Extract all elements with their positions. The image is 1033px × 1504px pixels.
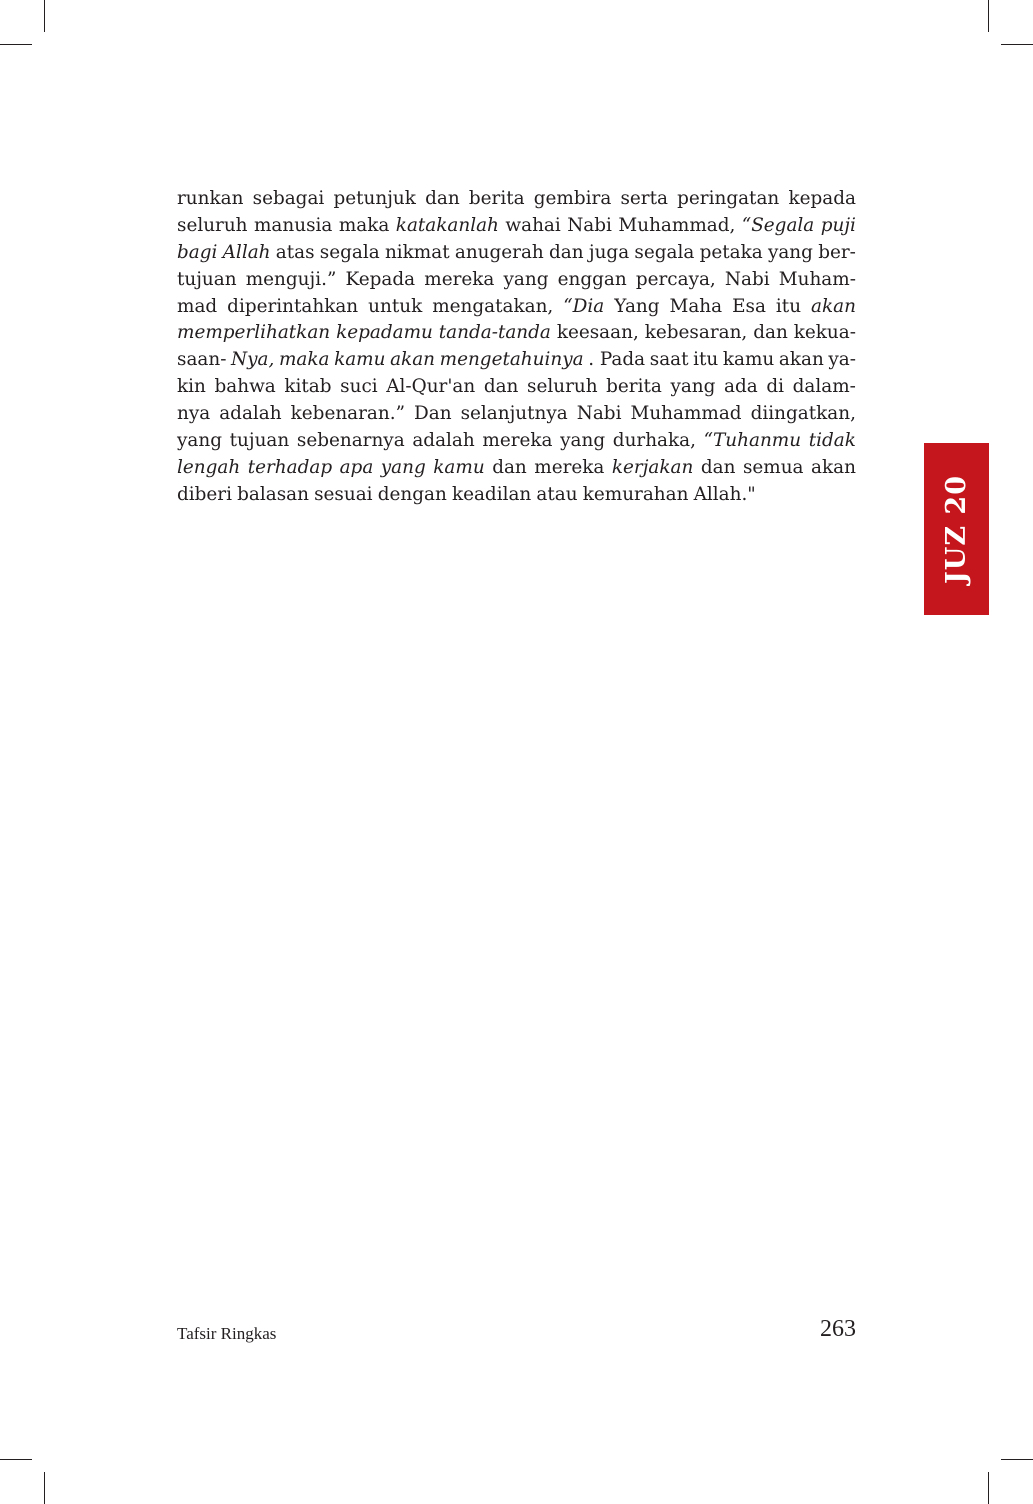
text-word: Muhammad,: [618, 214, 736, 236]
text-word: akan: [811, 456, 856, 478]
text-word: memperlihatkan: [177, 322, 331, 344]
text-word: dan: [425, 188, 460, 209]
text-word: sebenarnya: [296, 430, 405, 452]
text-line: [177, 267, 856, 294]
text-word: tidak: [808, 430, 856, 452]
crop-mark-top-right-horizontal: [1001, 44, 1033, 45]
text-word: menguji.”: [245, 268, 337, 290]
text-word: selanjutnya: [460, 403, 568, 425]
text-word: keesaan,: [556, 322, 639, 344]
text-word: yang: [177, 430, 222, 452]
text-word: apa: [339, 456, 374, 478]
text-line: [177, 482, 856, 509]
text-word: saan-: [177, 349, 227, 371]
text-word: bahwa: [214, 376, 276, 398]
text-word: percaya,: [635, 268, 716, 290]
text-word: balasan: [237, 483, 309, 505]
text-word: Nabi: [724, 268, 770, 290]
text-word: akan: [778, 349, 824, 371]
text-word: diperintahkan: [227, 295, 359, 317]
text-word: “Segala: [741, 214, 815, 236]
text-word: petaka: [699, 241, 763, 263]
text-word: segala: [319, 241, 380, 263]
text-word: “Dia: [563, 295, 605, 317]
crop-mark-top-left-vertical: [44, 0, 45, 32]
text-word: anugerah: [454, 241, 544, 263]
text-word: tujuan: [229, 430, 290, 452]
text-line: [177, 186, 856, 213]
text-word: gembira: [533, 188, 612, 209]
text-word: diingatkan,: [750, 403, 856, 425]
text-word: maka: [278, 349, 330, 371]
text-word: Allah: [222, 241, 271, 263]
text-word: semua: [742, 456, 804, 478]
text-line: [177, 374, 856, 401]
text-word: mereka: [534, 456, 605, 478]
text-line: [177, 213, 856, 240]
text-line: [177, 428, 856, 455]
text-word: katakanlah: [395, 214, 499, 236]
text-word: mereka: [424, 268, 495, 290]
text-word: kepada: [788, 188, 856, 209]
text-word: atas: [275, 241, 315, 263]
crop-mark-bottom-left-vertical: [44, 1472, 45, 1504]
text-word: kerjakan: [611, 456, 694, 478]
crop-mark-top-left-horizontal: [0, 44, 32, 45]
text-word: kekua-: [793, 322, 856, 344]
text-word: di: [766, 376, 785, 398]
text-word: Muhammad: [630, 403, 742, 425]
text-word: nikmat: [384, 241, 450, 263]
text-word: itu: [775, 295, 802, 317]
text-word: kebesaran,: [644, 322, 748, 344]
text-word: berita: [468, 188, 525, 209]
text-word: Nya,: [231, 349, 275, 371]
text-word: kin: [177, 376, 206, 398]
page-number: 263: [820, 1316, 856, 1342]
text-line: [177, 320, 856, 347]
text-word: tujuan: [177, 268, 237, 290]
text-word: serta: [620, 188, 668, 209]
text-word: dan: [753, 322, 788, 344]
text-word: maka: [338, 214, 390, 236]
text-word: terhadap: [247, 456, 333, 478]
text-word: yang: [503, 268, 549, 290]
text-word: Nabi: [567, 214, 612, 236]
text-word: berita: [606, 376, 662, 398]
crop-mark-bottom-left-horizontal: [0, 1459, 32, 1460]
text-word: kamu: [722, 349, 775, 371]
text-word: juga: [588, 241, 630, 263]
text-word: Allah.": [693, 483, 756, 505]
text-word: runkan: [177, 188, 244, 209]
text-word: akan: [811, 295, 856, 317]
text-word: petunjuk: [333, 188, 416, 209]
text-word: dan: [492, 456, 527, 478]
text-word: wahai: [505, 214, 561, 236]
text-word: saat: [649, 349, 689, 371]
text-line: [177, 240, 856, 267]
juz-label: JUZ 20: [941, 474, 973, 584]
text-word: adalah: [412, 430, 475, 452]
text-line: [177, 294, 856, 321]
text-word: nya: [177, 403, 211, 425]
text-word: dan: [549, 241, 584, 263]
text-word: seluruh: [177, 214, 248, 236]
text-word: segala: [634, 241, 695, 263]
text-word: Muham-: [778, 268, 856, 290]
text-word: kepadamu: [336, 322, 433, 344]
text-word: lengah: [177, 456, 241, 478]
footer-book-title: Tafsir Ringkas: [177, 1324, 277, 1343]
text-word: tanda-tanda: [438, 322, 551, 344]
text-word: Dan: [414, 403, 452, 425]
text-word: enggan: [557, 268, 627, 290]
body-paragraph: [177, 186, 856, 509]
text-word: mengetahuinya: [439, 349, 584, 371]
text-word: kemurahan: [582, 483, 689, 505]
text-word: Kepada: [345, 268, 416, 290]
text-word: diberi: [177, 483, 232, 505]
text-word: adalah: [219, 403, 282, 425]
text-line: [177, 347, 856, 374]
text-word: yang: [767, 241, 813, 263]
text-word: Esa: [732, 295, 766, 317]
text-word: Maha: [669, 295, 723, 317]
text-word: kamu: [334, 349, 386, 371]
text-word: bagi: [177, 241, 218, 263]
text-word: yang: [380, 456, 426, 478]
text-word: puji: [820, 214, 856, 236]
text-word: mad: [177, 295, 218, 317]
text-word: ya-: [828, 349, 856, 371]
text-word: dengan: [377, 483, 447, 505]
text-word: kitab: [284, 376, 332, 398]
crop-mark-bottom-right-horizontal: [1001, 1459, 1033, 1460]
text-line: [177, 455, 856, 482]
text-word: durhaka,: [612, 430, 696, 452]
crop-mark-bottom-right-vertical: [988, 1472, 989, 1504]
text-word: dan: [483, 376, 519, 398]
text-word: ada: [724, 376, 758, 398]
text-word: yang: [670, 376, 716, 398]
text-word: mereka: [482, 430, 553, 452]
text-word: manusia: [253, 214, 333, 236]
text-word: kebenaran.”: [290, 403, 405, 425]
crop-mark-top-right-vertical: [988, 0, 989, 32]
text-word: akan: [390, 349, 436, 371]
text-word: atau: [536, 483, 578, 505]
text-word: untuk: [368, 295, 423, 317]
text-word: . Pada: [588, 349, 646, 371]
text-word: kamu: [433, 456, 485, 478]
text-word: itu: [693, 349, 719, 371]
text-word: ber-: [818, 241, 856, 263]
text-line: [177, 401, 856, 428]
juz-side-tab: [924, 443, 989, 615]
text-word: peringatan: [677, 188, 780, 209]
text-word: Yang: [614, 295, 660, 317]
text-word: mengatakan,: [432, 295, 554, 317]
text-word: Al-Qur'an: [386, 376, 476, 398]
text-word: seluruh: [527, 376, 598, 398]
text-word: Nabi: [576, 403, 622, 425]
text-word: sesuai: [314, 483, 373, 505]
text-word: yang: [560, 430, 606, 452]
text-word: keadilan: [451, 483, 532, 505]
text-word: “Tuhanmu: [703, 430, 802, 452]
text-word: sebagai: [252, 188, 325, 209]
text-word: suci: [340, 376, 378, 398]
text-word: dan: [700, 456, 736, 478]
text-word: dalam-: [792, 376, 856, 398]
